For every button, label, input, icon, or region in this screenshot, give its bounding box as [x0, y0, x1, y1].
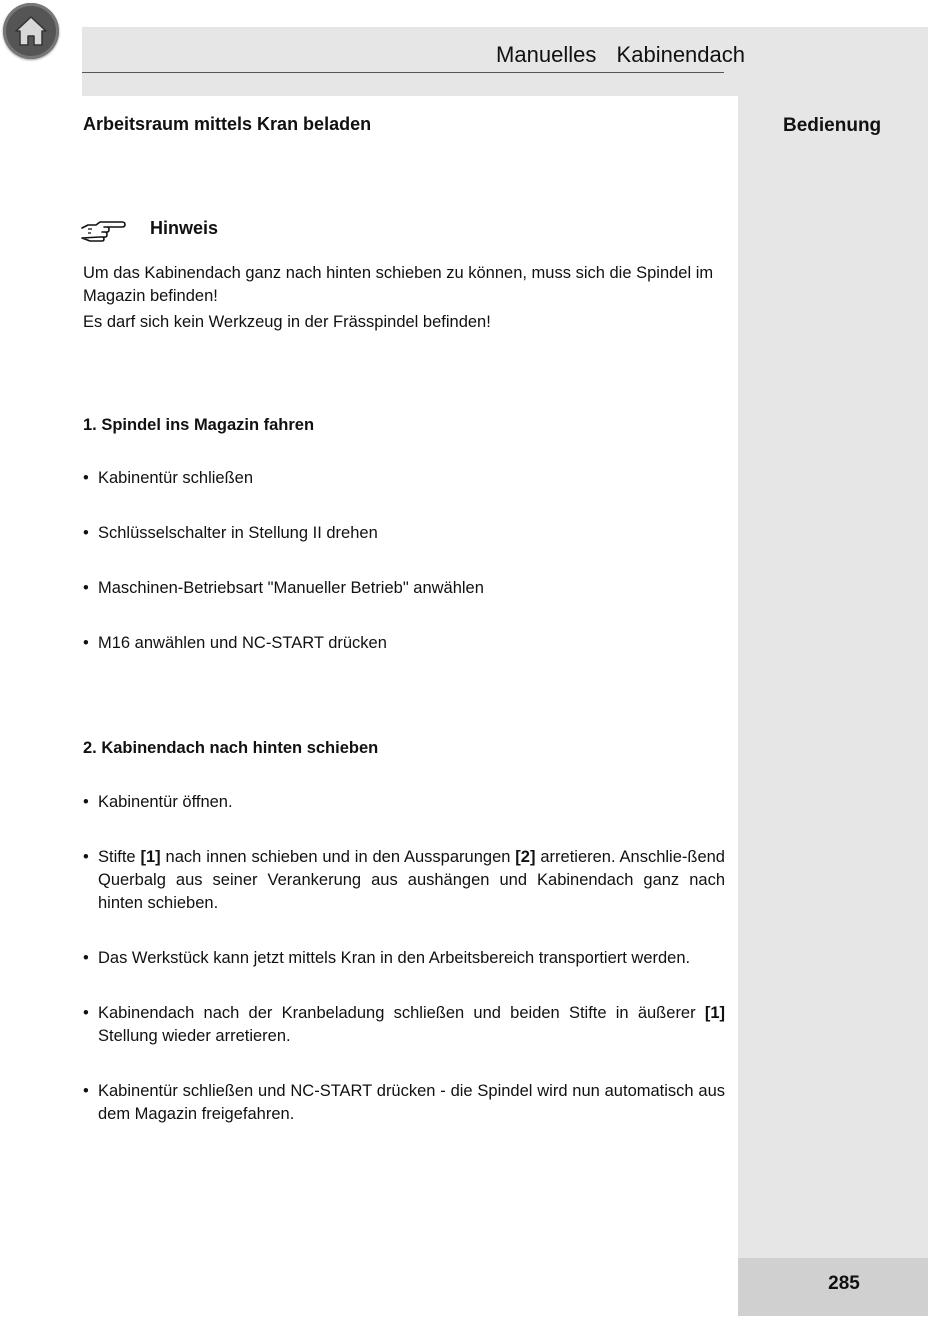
section-title: Arbeitsraum mittels Kran beladen [83, 114, 372, 134]
home-button[interactable] [3, 3, 59, 59]
note-line: Es darf sich kein Werkzeug in der Frässpindel befinden! [83, 313, 491, 331]
list-item: • M16 anwählen und NC-START drücken [83, 632, 725, 655]
list-item: • Das Werkstück kann jetzt mittels Kran in den Arbeitsbereich transportiert werden. [83, 947, 725, 970]
note-body [83, 262, 733, 334]
list-item: • Schlüsselschalter in Stellung II drehen [83, 522, 725, 545]
list-item: • Kabinentür öffnen. [83, 791, 725, 814]
list-item: • Kabinendach nach der Kranbeladung schließen und beiden Stifte in äußerer [1] Stellung wieder arretieren. [83, 1002, 725, 1048]
pointing-hand-icon [80, 219, 126, 243]
reference-marker: [1] [704, 1004, 725, 1022]
step2-list [83, 791, 725, 1158]
list-item: • Maschinen-Betriebsart "Manueller Betrieb" anwählen [83, 577, 725, 600]
side-column [738, 96, 928, 1316]
page-header-title: Manuelles Kabinendach [496, 42, 745, 67]
reference-marker: [1] [140, 848, 161, 866]
step1-heading: 1. Spindel ins Magazin fahren [83, 416, 315, 434]
header-divider [82, 72, 724, 73]
chapter-label: Bedienung [783, 115, 882, 136]
note-heading: Hinweis [150, 218, 219, 238]
home-icon [13, 13, 49, 49]
list-item: • Stifte [1] nach innen schieben und in den Aussparungen [2] arretieren. Anschlie-ßend Querbalg aus seiner Verankerung aus aushängen und Kabinendach ganz nach hinten schieben. [83, 846, 725, 915]
step2-heading: 2. Kabinendach nach hinten schieben [83, 739, 379, 757]
step1-list [83, 467, 725, 687]
reference-marker: [2] [515, 848, 536, 866]
note-line: Um das Kabinendach ganz nach hinten schieben zu können, muss sich die Spindel im Magazin befinden! [83, 264, 714, 305]
page-number: 285 [828, 1273, 860, 1294]
list-item: • Kabinentür schließen und NC-START drücken - die Spindel wird nun automatisch aus dem Magazin freigefahren. [83, 1080, 725, 1126]
list-item: • Kabinentür schließen [83, 467, 725, 490]
